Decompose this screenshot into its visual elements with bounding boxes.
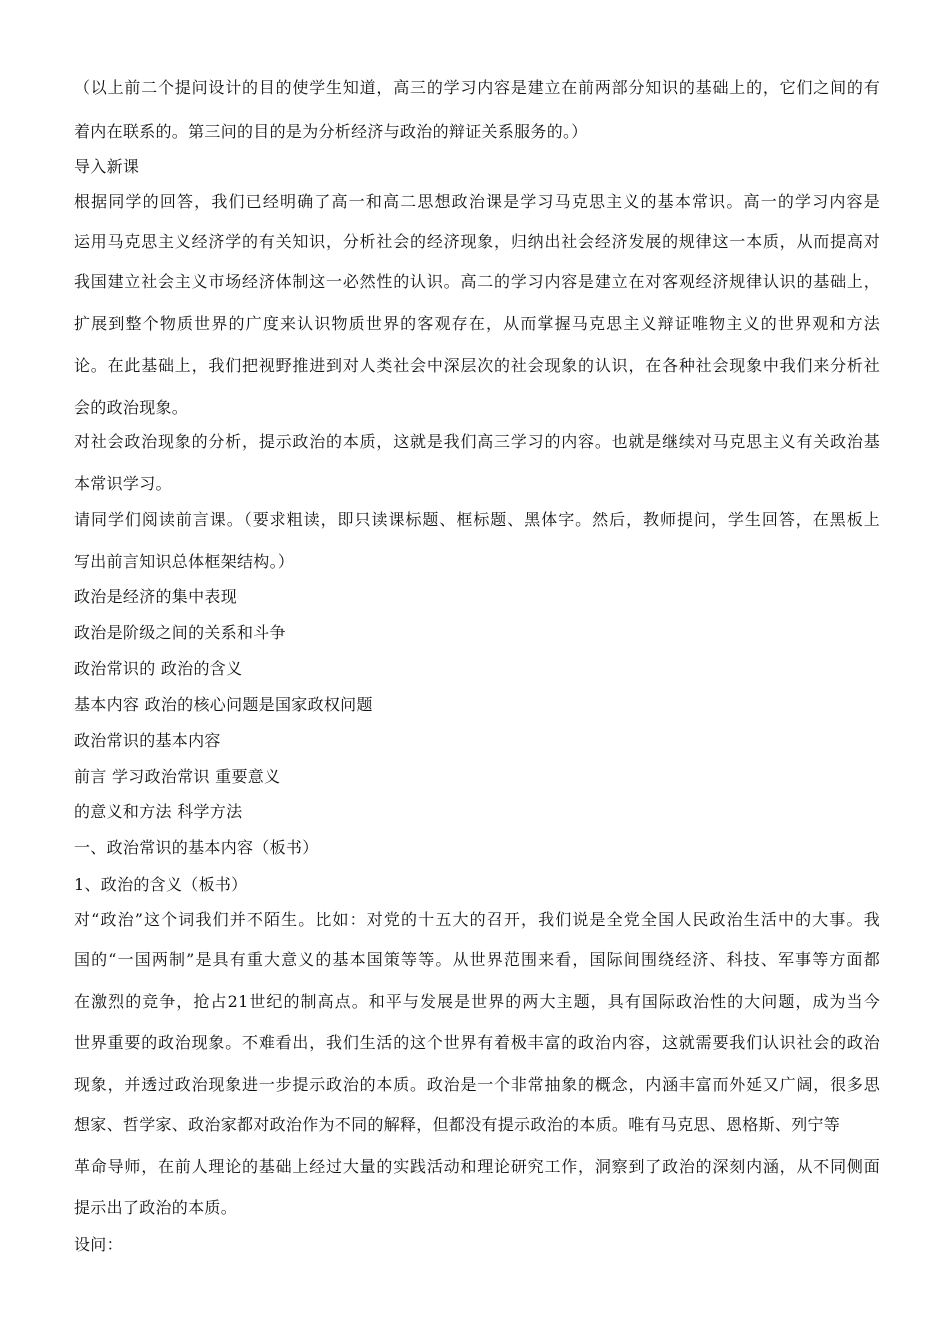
board-heading-2: 1、政治的含义（板书）	[74, 875, 248, 894]
para-5-line-4: 世界重要的政治现象。不难看出，我们生活的这个世界有着极丰富的政治内容，这就需要我们认识社会的政治	[74, 1033, 880, 1052]
outline-line-6: 前言 学习政治常识 重要意义	[74, 767, 281, 786]
heading-intro: 导入新课	[74, 157, 140, 176]
board-heading-1: 一、政治常识的基本内容（板书）	[74, 838, 319, 857]
outline-line-2: 政治是阶级之间的关系和斗争	[74, 623, 286, 642]
para-4-line-1: 请同学们阅读前言课。（要求粗读，即只读课标题、框标题、黑体字。然后，教师提问，学生回答，在黑板上	[74, 510, 880, 529]
para-2-line-1: 根据同学的回答，我们已经明确了高一和高二思想政治课是学习马克思主义的基本常识。高一的学习内容是	[74, 192, 880, 211]
para-2-line-6: 会的政治现象。	[74, 398, 189, 417]
para-5-line-1: 对“政治”这个词我们并不陌生。比如：对党的十五大的召开，我们说是全党全国人民政治生活中的大事。我	[74, 910, 880, 929]
para-3-line-1: 对社会政治现象的分析，提示政治的本质，这就是我们高三学习的内容。也就是继续对马克思主义有关政治基	[74, 432, 880, 451]
outline-line-5: 政治常识的基本内容	[74, 731, 221, 750]
para-5-line-2: 国的“一国两制”是具有重大意义的基本国策等等。从世界范围来看，国际间围绕经济、科技、军事等方面都	[74, 950, 880, 969]
para-2-line-2: 运用马克思主义经济学的有关知识，分析社会的经济现象，归纳出社会经济发展的规律这一本质，从而提高对	[74, 232, 880, 251]
para-5-line-6: 想家、哲学家、政治家都对政治作为不同的解释，但都没有提示政治的本质。唯有马克思、恩格斯、列宁等	[74, 1115, 841, 1134]
outline-line-1: 政治是经济的集中表现	[74, 587, 238, 606]
para-5-line-5: 现象，并透过政治现象进一步提示政治的本质。政治是一个非常抽象的概念，内涵丰富而外延又广阔，很多思	[74, 1075, 880, 1094]
para-2-line-4: 扩展到整个物质世界的广度来认识物质世界的客观存在，从而掌握马克思主义辩证唯物主义的世界观和方法	[74, 314, 880, 333]
para-5-line-7: 革命导师，在前人理论的基础上经过大量的实践活动和理论研究工作，洞察到了政治的深刻内涵，从不同侧面	[74, 1157, 880, 1176]
para-1-line-2: 着内在联系的。第三问的目的是为分析经济与政治的辩证关系服务的。）	[74, 122, 588, 141]
para-1-line-1: （以上前二个提问设计的目的使学生知道，高三的学习内容是建立在前两部分知识的基础上的，它们之间的有	[74, 78, 880, 97]
para-2-line-3: 我国建立社会主义市场经济体制这一必然性的认识。高二的学习内容是建立在对客观经济规律认识的基础上，	[74, 272, 880, 291]
outline-line-7: 的意义和方法 科学方法	[74, 802, 243, 821]
para-3-line-2: 本常识学习。	[74, 474, 172, 493]
outline-line-3: 政治常识的 政治的含义	[74, 659, 243, 678]
para-4-line-2: 写出前言知识总体框架结构。）	[74, 552, 295, 571]
para-5-line-3: 在激烈的竞争，抢占21世纪的制高点。和平与发展是世界的两大主题，具有国际政治性的大问题，成为当今	[74, 992, 880, 1011]
para-2-line-5: 论。在此基础上，我们把视野推进到对人类社会中深层次的社会现象的认识，在各种社会现象中我们来分析社	[74, 356, 880, 375]
para-5-line-8: 提示出了政治的本质。	[74, 1198, 238, 1217]
question-label: 设问：	[74, 1235, 123, 1254]
outline-line-4: 基本内容 政治的核心问题是国家政权问题	[74, 695, 373, 714]
